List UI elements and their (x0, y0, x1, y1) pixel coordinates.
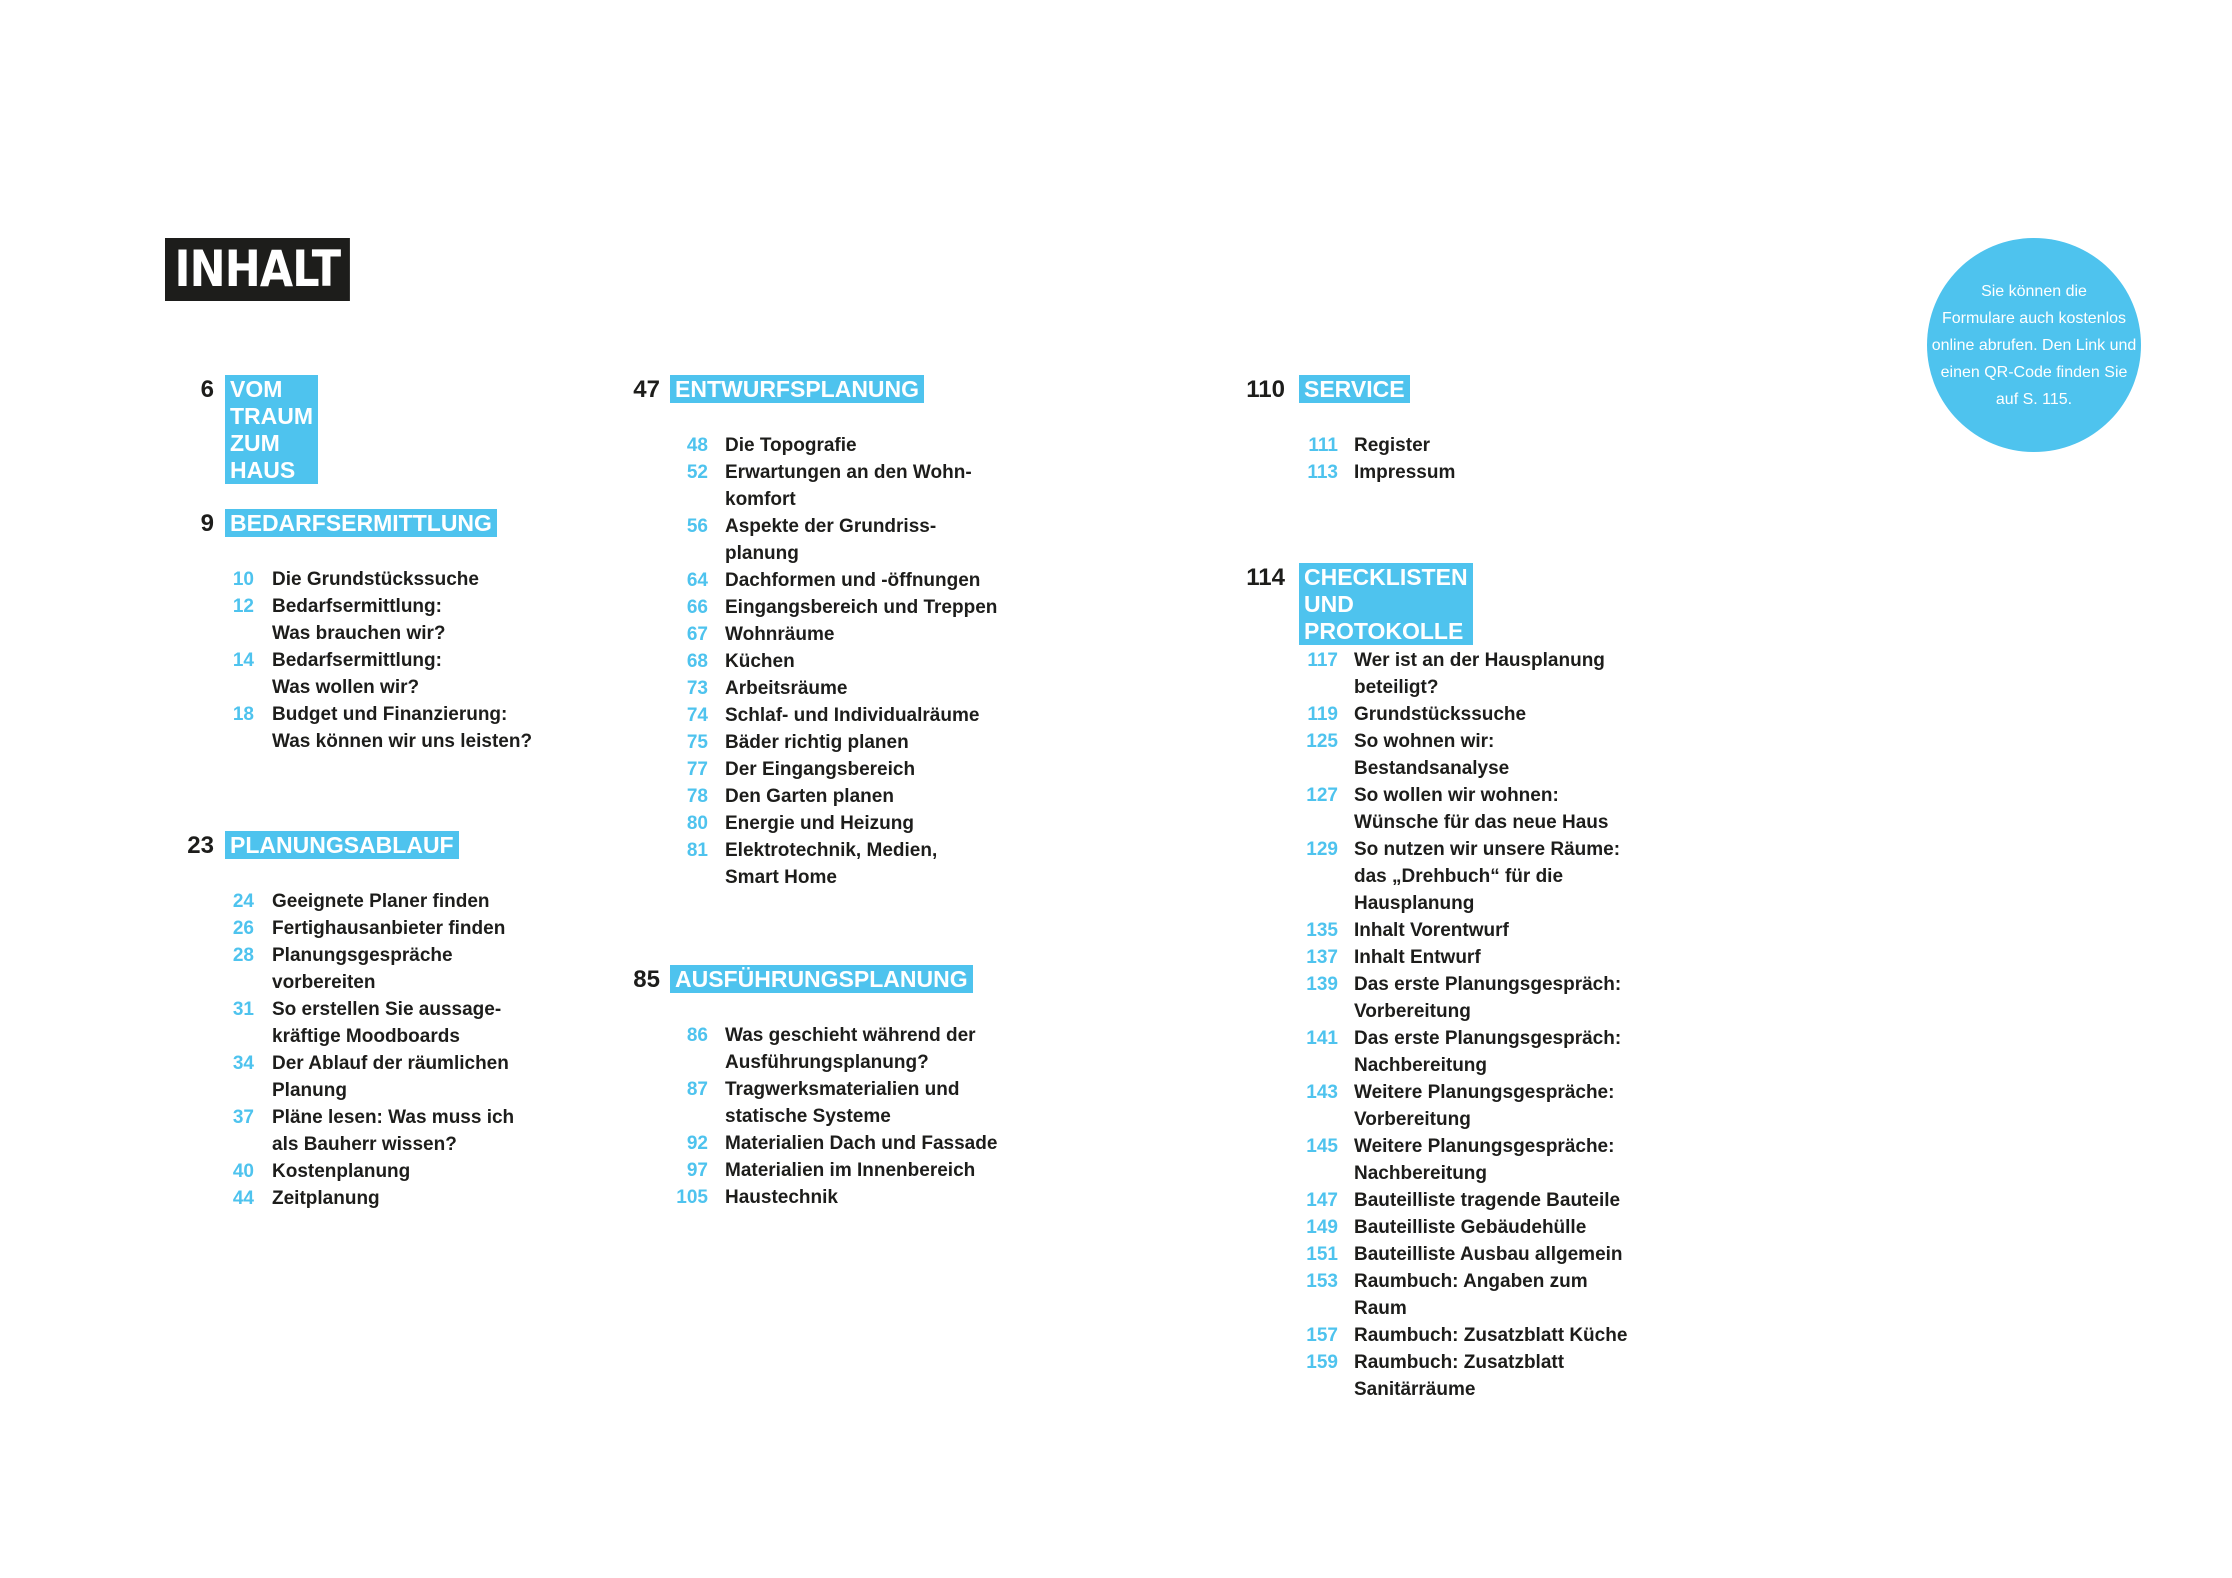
entry-title: Elektrotechnik, Medien, Smart Home (725, 840, 938, 888)
entry-page-number: 87 (686, 1079, 708, 1100)
section-title: BEDARFSERMITTLUNG (225, 509, 497, 537)
entry-page-number: 31 (232, 999, 254, 1020)
entry-title: Energie und Heizung (725, 813, 914, 834)
entry-page-number: 28 (232, 945, 254, 966)
entry-page-number: 135 (1306, 920, 1338, 941)
entry-title: Die Grundstückssuche (272, 569, 479, 590)
entry-title: Bauteilliste Gebäudehülle (1354, 1217, 1587, 1238)
entry-title: Tragwerksmaterialien und statische Systeme (725, 1079, 960, 1127)
section-title: ENTWURFSPLANUNG (670, 375, 924, 403)
entry-title: Bedarfsermittlung: Was wollen wir? (272, 650, 442, 698)
entry-title: Weitere Planungsgespräche: Nachbereitung (1354, 1136, 1615, 1184)
entry-page-number: 149 (1306, 1217, 1338, 1238)
entry-page-number: 81 (686, 840, 708, 861)
entry-title: Pläne lesen: Was muss ich als Bauherr wissen? (272, 1107, 515, 1155)
entry-title: Bäder richtig planen (725, 732, 909, 753)
page-title: INHALT (165, 238, 350, 301)
entry-page-number: 37 (232, 1107, 254, 1128)
entry-page-number: 68 (686, 651, 708, 672)
section-page-number: 114 (1246, 564, 1285, 591)
entry-title: Schlaf- und Individualräume (725, 705, 980, 726)
entry-title: Eingangsbereich und Treppen (725, 597, 998, 618)
entry-title: Aspekte der Grundriss- planung (725, 516, 937, 564)
entry-title: Inhalt Entwurf (1354, 947, 1481, 968)
entry-page-number: 113 (1307, 462, 1338, 483)
entry-title: Geeignete Planer finden (272, 891, 490, 912)
entry-title: Register (1354, 435, 1431, 456)
entry-page-number: 78 (686, 786, 708, 807)
entry-page-number: 157 (1306, 1325, 1338, 1346)
section-page-number: 47 (633, 376, 660, 403)
entry-title: Arbeitsräume (725, 678, 848, 699)
entry-title: Impressum (1354, 462, 1456, 483)
entry-page-number: 151 (1306, 1244, 1338, 1265)
entry-page-number: 139 (1306, 974, 1338, 995)
section-page-number: 6 (200, 376, 214, 403)
entry-title: Raumbuch: Zusatzblatt Sanitärräume (1354, 1352, 1565, 1400)
entry-title: Fertighausanbieter finden (272, 918, 506, 939)
entry-title: Bedarfsermittlung: Was brauchen wir? (272, 596, 446, 644)
entry-title: Inhalt Vorentwurf (1354, 920, 1509, 941)
entry-title: Den Garten planen (725, 786, 894, 807)
entry-page-number: 117 (1307, 650, 1338, 671)
entry-page-number: 12 (232, 596, 254, 617)
entry-page-number: 40 (232, 1161, 254, 1182)
section-page-number: 9 (200, 510, 214, 537)
entry-title: Planungsgespräche vorbereiten (272, 945, 453, 993)
entry-title: Küchen (725, 651, 795, 672)
entry-page-number: 24 (232, 891, 254, 912)
online-forms-note: Sie können die Formulare auch kostenlos online abrufen. Den Link und einen QR-Code finden Sie auf S. 115. (1927, 238, 2141, 452)
entry-page-number: 159 (1306, 1352, 1338, 1373)
entry-title: Bauteilliste tragende Bauteile (1354, 1190, 1621, 1211)
entry-title: Materialien Dach und Fassade (725, 1133, 998, 1154)
entry-title: Weitere Planungsgespräche: Vorbereitung (1354, 1082, 1615, 1130)
entry-page-number: 14 (232, 650, 254, 671)
entry-page-number: 141 (1306, 1028, 1338, 1049)
entry-page-number: 44 (232, 1188, 254, 1209)
entry-title: Der Eingangsbereich (725, 759, 916, 780)
entry-page-number: 26 (232, 918, 254, 939)
section-page-number: 85 (633, 966, 660, 993)
entry-page-number: 97 (686, 1160, 708, 1181)
entry-page-number: 119 (1307, 704, 1338, 725)
entry-page-number: 147 (1306, 1190, 1338, 1211)
section-title: CHECKLISTEN UND PROTOKOLLE (1299, 563, 1473, 645)
entry-page-number: 127 (1306, 785, 1338, 806)
entry-title: So nutzen wir unsere Räume: das „Drehbuch“ für die Hausplanung (1354, 839, 1621, 914)
entry-title: Der Ablauf der räumlichen Planung (272, 1053, 509, 1101)
section-title: VOM TRAUM ZUM HAUS (225, 375, 318, 484)
entry-title: Die Topografie (725, 435, 857, 456)
section-page-number: 110 (1246, 376, 1285, 403)
entry-title: So wollen wir wohnen: Wünsche für das neue Haus (1354, 785, 1609, 833)
entry-page-number: 145 (1306, 1136, 1338, 1157)
entry-title: Raumbuch: Zusatzblatt Küche (1354, 1325, 1628, 1346)
entry-page-number: 34 (232, 1053, 254, 1074)
entry-title: Zeitplanung (272, 1188, 380, 1209)
entry-title: So wohnen wir: Bestandsanalyse (1354, 731, 1510, 779)
entry-page-number: 52 (686, 462, 708, 483)
section-title: SERVICE (1299, 375, 1410, 403)
entry-title: Wer ist an der Hausplanung beteiligt? (1354, 650, 1605, 698)
entry-page-number: 92 (686, 1133, 708, 1154)
entry-title: Raumbuch: Angaben zum Raum (1354, 1271, 1588, 1319)
entry-page-number: 137 (1306, 947, 1338, 968)
entry-page-number: 153 (1306, 1271, 1338, 1292)
section-title: PLANUNGSABLAUF (225, 831, 459, 859)
entry-title: Dachformen und -öffnungen (725, 570, 981, 591)
entry-title: Grundstückssuche (1354, 704, 1527, 725)
entry-title: So erstellen Sie aussage- kräftige Moodboards (272, 999, 502, 1047)
entry-page-number: 86 (686, 1025, 708, 1046)
entry-page-number: 66 (686, 597, 708, 618)
entry-title: Budget und Finanzierung: Was können wir uns leisten? (272, 704, 533, 752)
entry-title: Erwartungen an den Wohn- komfort (725, 462, 972, 510)
entry-page-number: 48 (686, 435, 708, 456)
entry-page-number: 67 (686, 624, 708, 645)
entry-page-number: 75 (686, 732, 708, 753)
section-title: AUSFÜHRUNGSPLANUNG (670, 965, 973, 993)
entry-title: Was geschieht während der Ausführungsplanung? (725, 1025, 976, 1073)
entry-page-number: 64 (686, 570, 708, 591)
entry-page-number: 10 (232, 569, 254, 590)
entry-title: Materialien im Innenbereich (725, 1160, 976, 1181)
entry-page-number: 18 (232, 704, 254, 725)
entry-title: Wohnräume (725, 624, 835, 645)
entry-page-number: 56 (686, 516, 708, 537)
entry-page-number: 125 (1306, 731, 1338, 752)
entry-page-number: 77 (686, 759, 708, 780)
entry-page-number: 105 (676, 1187, 708, 1208)
entry-page-number: 129 (1306, 839, 1338, 860)
entry-title: Das erste Planungsgespräch: Nachbereitung (1354, 1028, 1622, 1076)
entry-page-number: 111 (1308, 435, 1338, 456)
entry-title: Haustechnik (725, 1187, 838, 1208)
entry-page-number: 73 (686, 678, 708, 699)
entry-page-number: 80 (686, 813, 708, 834)
entry-title: Kostenplanung (272, 1161, 411, 1182)
entry-page-number: 74 (686, 705, 708, 726)
section-page-number: 23 (187, 832, 214, 859)
entry-title: Das erste Planungsgespräch: Vorbereitung (1354, 974, 1622, 1022)
entry-page-number: 143 (1306, 1082, 1338, 1103)
entry-title: Bauteilliste Ausbau allgemein (1354, 1244, 1623, 1265)
